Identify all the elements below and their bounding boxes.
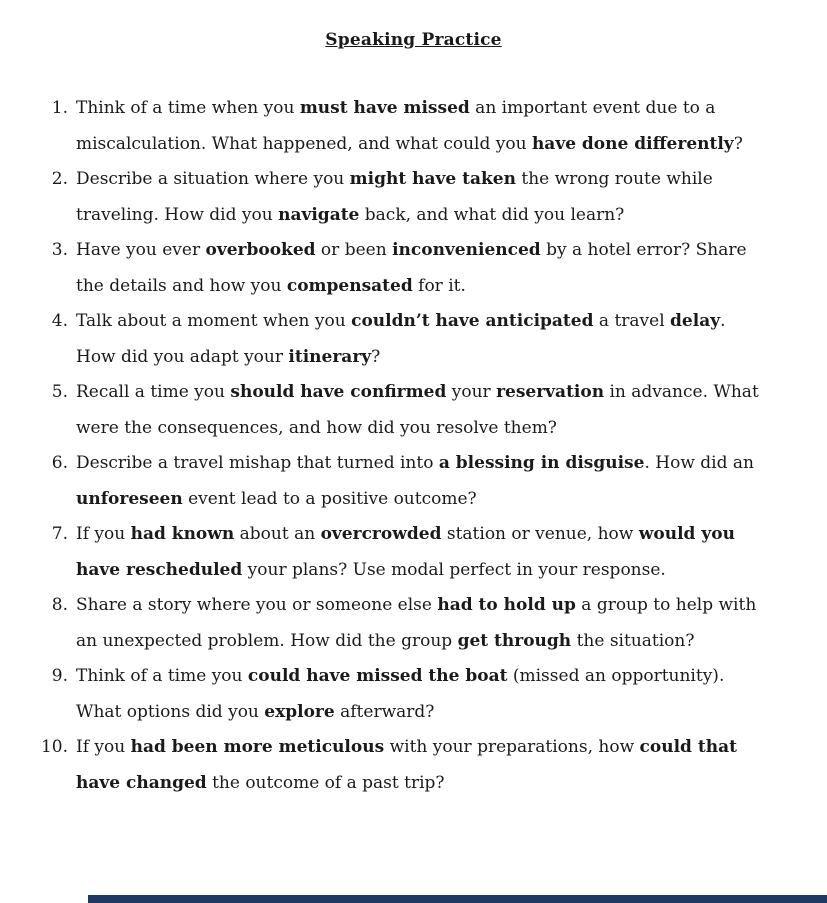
list-item-text: Think of a time when you must have missed an important event due to a miscalculation. What happened, and what could you have done differently? — [76, 98, 743, 154]
list-item-text: Describe a situation where you might have taken the wrong route while traveling. How did you navigate back, and what did you learn? — [76, 169, 713, 225]
list-item-text: Think of a time you could have missed the boat (missed an opportunity). What options did you explore afterward? — [76, 666, 725, 722]
list-item-number: 6. — [51, 453, 68, 473]
list-item — [40, 588, 769, 659]
list-item — [40, 233, 769, 304]
list-item — [40, 162, 769, 233]
page-title: Speaking Practice — [325, 30, 502, 50]
footer-accent-bar — [88, 895, 827, 903]
list-item-text: Share a story where you or someone else had to hold up a group to help with an unexpected problem. How did the group get through the situation? — [76, 595, 757, 651]
list-item-number: 10. — [40, 737, 68, 757]
list-item-number: 1. — [51, 98, 68, 118]
list-item-text: Talk about a moment when you couldn’t have anticipated a travel delay. How did you adapt your itinerary? — [76, 311, 726, 367]
list-item — [40, 730, 769, 801]
list-item — [40, 446, 769, 517]
list-item-number: 9. — [51, 666, 68, 686]
list-item-number: 8. — [51, 595, 68, 615]
list-item — [40, 659, 769, 730]
list-item-number: 5. — [51, 382, 68, 402]
list-item-number: 3. — [51, 240, 68, 260]
list-item — [40, 91, 769, 162]
list-item-number: 2. — [51, 169, 68, 189]
list-item — [40, 304, 769, 375]
list-item-number: 4. — [51, 311, 68, 331]
list-item-text: If you had been more meticulous with your preparations, how could that have changed the outcome of a past trip? — [76, 737, 737, 793]
list-item-number: 7. — [51, 524, 68, 544]
list-item-text: Describe a travel mishap that turned into a blessing in disguise. How did an unforeseen event lead to a positive outcome? — [76, 453, 754, 509]
list-item-text: If you had known about an overcrowded station or venue, how would you have rescheduled your plans? Use modal perfect in your response. — [76, 524, 735, 580]
list-item-text: Have you ever overbooked or been inconvenienced by a hotel error? Share the details and how you compensated for it. — [76, 240, 747, 296]
list-item — [40, 517, 769, 588]
list-item — [40, 375, 769, 446]
list-item-text: Recall a time you should have confirmed your reservation in advance. What were the consequences, and how did you resolve them? — [76, 382, 759, 438]
question-list — [0, 91, 827, 801]
